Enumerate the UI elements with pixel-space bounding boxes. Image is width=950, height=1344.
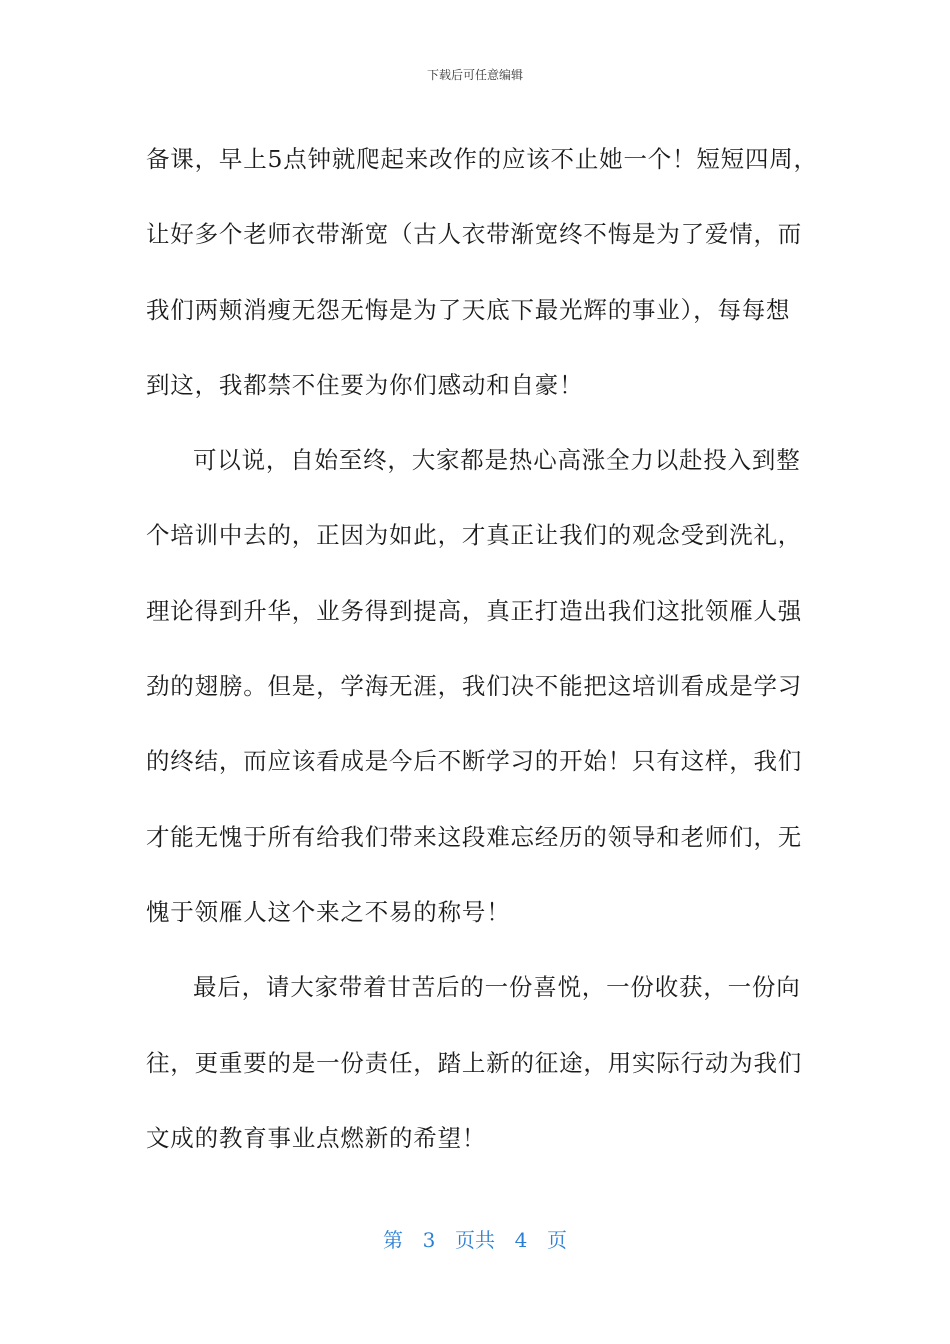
total-page-number: 4: [514, 1228, 528, 1252]
text-line: 我们两颊消瘦无怨无悔是为了天底下最光辉的事业），每每想: [146, 295, 791, 324]
footer-suffix: 页: [547, 1228, 567, 1252]
text-line: 理论得到升华，业务得到提高，真正打造出我们这批领雁人强: [146, 596, 803, 625]
text-line: 往，更重要的是一份责任，踏上新的征途，用实际行动为我们: [146, 1048, 803, 1077]
text-line: 到这，我都禁不住要为你们感动和自豪！: [146, 370, 584, 399]
footer-middle: 页共: [455, 1228, 495, 1252]
body-text: [146, 122, 818, 1176]
text-line: 愧于领雁人这个来之不易的称号！: [146, 897, 511, 926]
paragraph-start-line: 可以说，自始至终，大家都是热心高涨全力以赴投入到整: [193, 446, 801, 475]
text-line: 个培训中去的，正因为如此，才真正让我们的观念受到洗礼，: [146, 521, 803, 550]
text-line: 才能无愧于所有给我们带来这段难忘经历的领导和老师们，无: [146, 822, 803, 851]
header-note: 下载后可任意编辑: [426, 68, 523, 82]
current-page-number: 3: [422, 1228, 436, 1252]
text-line: 文成的教育事业点燃新的希望！: [146, 1123, 487, 1152]
paragraph-start-line: 最后，请大家带着甘苦后的一份喜悦，一份收获，一份向: [193, 973, 801, 1002]
page-footer: [0, 1224, 950, 1253]
text-line: 劲的翅膀。但是，学海无涯，我们决不能把这培训看成是学习: [146, 672, 803, 701]
text-line: 备课，早上5点钟就爬起来改作的应该不止她一个！短短四周，: [146, 145, 818, 173]
text-line: 的终结，而应该看成是今后不断学习的开始！只有这样，我们: [146, 747, 803, 776]
footer-prefix: 第: [383, 1228, 403, 1252]
text-line: 让好多个老师衣带渐宽（古人衣带渐宽终不悔是为了爱情，而: [146, 220, 803, 249]
